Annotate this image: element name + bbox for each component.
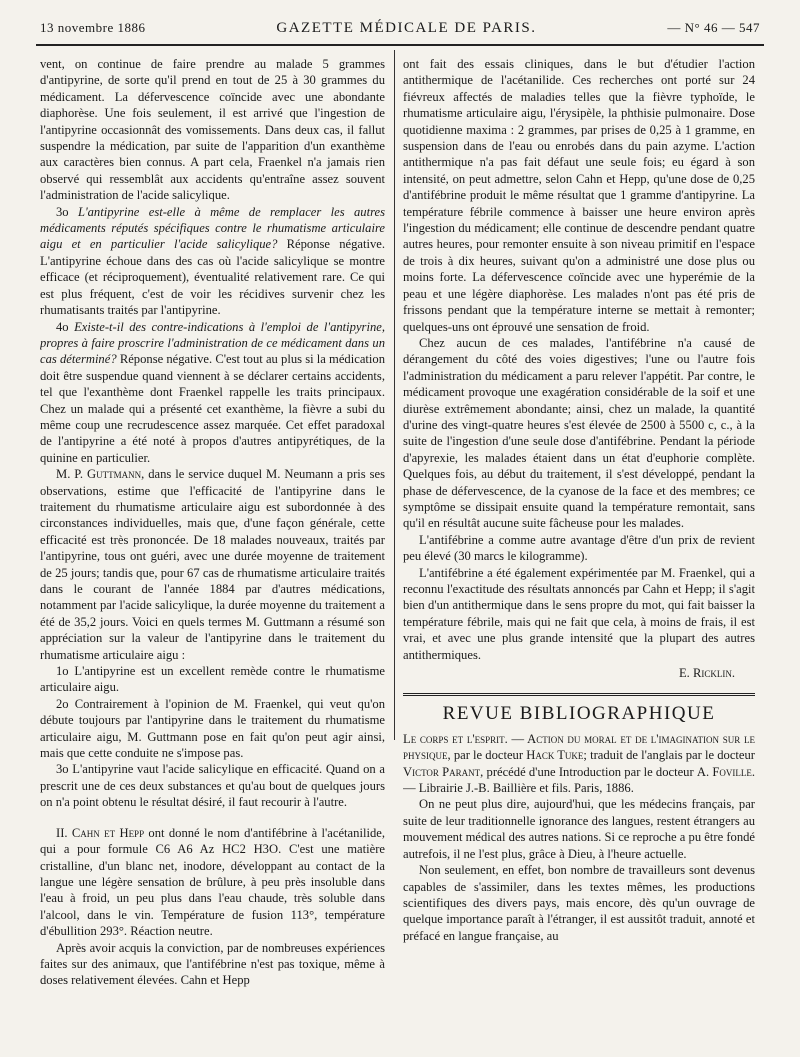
- paragraph: [40, 466, 385, 663]
- conclusion-item: 3o L'antipyrine vaut l'acide salicylique en efficacité. Quand on a prescrit une de ces deux substances et qu'au bout de quelques jours on n'a point obtenu le résultat désiré, il faut recourir à l'autre.: [40, 762, 385, 810]
- issue-date: 13 novembre 1886: [40, 20, 146, 35]
- book-title: Le corps et l'esprit. — Action du moral et de l'imagination sur le physique,: [403, 731, 755, 763]
- entry-text: précédé d'une Introduction par le docteur: [486, 764, 694, 779]
- entry-text: traduit de l'anglais par le docteur: [590, 748, 755, 763]
- header-rule: [36, 44, 764, 46]
- question-text: L'antipyrine est-elle à même de remplacer les autres médicaments réputés spécifiques contre le rhumatisme articulaire aigu et en particulier l'acide salicylique?: [40, 204, 385, 252]
- paragraph: On ne peut plus dire, aujourd'hui, que les médecins français, par suite de leur traditionnelle ignorance des langues, restent étrangers au mouvement médical des autres nations. Si ce reproche a pu être fondé autrefois, il ne l'est plus, grâce à Dieu, à l'heure actuelle.: [403, 797, 755, 861]
- entry-text: par le docteur: [453, 748, 524, 763]
- conclusion-item: 1o L'antipyrine est un excellent remède contre le rhumatisme articulaire aigu.: [40, 664, 385, 695]
- paragraph: vent, on continue de faire prendre au malade 5 grammes d'antipyrine, de sorte qu'il prend en tout de 25 à 30 grammes du médicament. La défervescence coïncide avec une abondante diaphorèse. Une fois seulement, il est arrivé que l'ingestion de l'antipyrine occasionnât des vomissements. Dans deux cas, il fallut suspendre la médication, par suite de l'apparition d'un exanthème aux caractères bien connus. A part cela, Fraenkel n'a jamais rien observé qui ressemblât aux accidents qu'entraîne assez souvent l'administration de l'acide salicylique.: [40, 57, 385, 203]
- section-heading: REVUE BIBLIOGRAPHIQUE: [442, 703, 716, 725]
- issue-page-number: — N° 46 — 547: [667, 20, 760, 35]
- paragraph-text: ont donné le nom d'antifébrine à l'acétanilide, qui a pour formule C6 A6 Az HC2 H3O. C'est une matière cristalline, d'un blanc net, inodore, développant au contact de la langue une légère sensation de brûlure, à peu près insoluble dans l'eau à froid, un peu plus dans l'eau chaude, très soluble dans l'alcool, dans le vin. Température de fusion 113°, température d'ébullition 293°. Réaction neutre.: [40, 825, 385, 939]
- answer-text: Réponse négative. C'est tout au plus si la médication doit être suspendue quand viennent à se déclarer certains accidents, tel que l'exanthème dont Fraenkel rappelle les traits principaux. Chez un malade qui a présenté cet exanthème, la fièvre a subi du même coup une recrudescence assez marquée. Cet effet paradoxal de l'antipyrine a été noté à propos d'autres antipyrétiques, de la quinine en particulier.: [40, 352, 385, 465]
- intro-author-name: A. Foville.: [696, 764, 755, 779]
- paragraph-text: dans le service duquel M. Neumann a pris ses observations, estime que l'efficacité de l'antipyrine dans le traitement du rhumatisme articulaire aigu est subordonnée à des circonstances individuelles, mais que, d'une façon générale, cette efficacité est très prononcée. De 18 malades nouveaux, traités par l'antipyrine, tous ont guéri, avec une durée moyenne de traitement de 25 jours; tandis que, pour 67 cas de rhumatisme articulaire traités dans le courant de l'année 1884 par d'autres médications, notamment par l'acide salicylique, la durée moyenne du traitement a été de 35,2 jours. Voici en quels termes M. Guttmann a résumé son appréciation sur la valeur de l'antipyrine dans le traitement du rhumatisme articulaire aigu :: [40, 467, 385, 662]
- section-number: II.: [56, 825, 68, 840]
- journal-title: GAZETTE MÉDICALE DE PARIS.: [276, 20, 537, 36]
- paragraph: Non seulement, en effet, bon nombre de travailleurs sont devenus capables de s'assimiler, dans les textes mêmes, les productions scientifiques des divers pays, mais encore, dès qu'un ouvrage de quelque importance paraît à l'étranger, il est aussitôt traduit, annoté et préfacé en langue française, au: [403, 863, 755, 943]
- bibliography-entry: [403, 731, 755, 797]
- question-number: 4o: [56, 319, 69, 334]
- question-paragraph: [40, 319, 385, 467]
- translator-name: Victor Parant,: [403, 764, 484, 779]
- section-paragraph: [40, 825, 385, 940]
- conclusion-item: 2o Contrairement à l'opinion de M. Fraenkel, qui veut qu'on débute toujours par l'antipyrine dans le traitement du rhumatisme articulaire aigu, M. Guttmann pose en fait qu'on peut agir ainsi, mais que cette conduite ne s'impose pas.: [40, 696, 385, 761]
- question-number: 3o: [56, 204, 69, 219]
- publisher-text: — Librairie J.-B. Baillière et fils. Paris, 1886.: [403, 781, 634, 796]
- column-divider: [394, 50, 395, 740]
- answer-text: Réponse négative. L'antipyrine échoue dans des cas où l'acide salicylique se montre efficace (et réciproquement), éventualité relativement rare. Ce qui est plus fréquent, c'est de voir les récidives survenir chez les rhumatisants traités par l'antipyrine.: [40, 237, 385, 318]
- section-divider: [403, 693, 755, 696]
- author-name: M. P. Guttmann,: [56, 467, 145, 482]
- right-column: [403, 56, 755, 1049]
- running-header: [40, 20, 760, 44]
- question-paragraph: [40, 204, 385, 319]
- question-text: Existe-t-il des contre-indications à l'emploi de l'antipyrine, propres à faire proscrire l'administration de ce médicament dans un cas déterminé?: [40, 319, 385, 367]
- paragraph: Chez aucun de ces malades, l'antifébrine n'a causé de dérangement du côté des voies digestives; l'une ou l'autre fois l'administration du médicament a paru relever l'appétit. Par contre, le médicament provoque une exagération considérable de la soif et une diurèse extrêmement abondante; ainsi, chez un malade, la quantité d'urine des vingt-quatre heures s'est élevée de 2500 à 5500 c, c., à la suite de l'ingestion d'une seule dose d'antifébrine. Pendant la période d'apyrexie, les malades étaient dans un état d'euphorie complète. Quelques fois, au début du traitement, il s'est développé, pendant la phase de défervescence, de la cyanose de la face et des membres; ce symptôme se dissipait ensuite quand la température remontait, sans qu'il en résultât aucune suite fâcheuse pour les malades.: [403, 335, 755, 531]
- paragraph: L'antifébrine a été également expérimentée par M. Fraenkel, qui a reconnu l'exactitude des résultats annoncés par Cahn et Hepp; il s'agit bien d'un antithermique dans le sens propre du mot, qui fait baisser la température fébrile, mais qui ne fait que cela, à moins de frais, il est vrai, et avec une plus grande intensité que la plupart des autres antithermiques.: [403, 565, 755, 662]
- article-signature: E. Ricklin.: [678, 666, 735, 681]
- paragraph: Après avoir acquis la conviction, par de nombreuses expériences faites sur des animaux, que l'antifébrine n'est pas toxique, même à doses relativement élevées. Cahn et Hepp: [40, 940, 385, 988]
- left-column: [40, 56, 385, 1049]
- author-name: Hack Tuke;: [526, 748, 587, 763]
- paragraph: ont fait des essais cliniques, dans le but d'étudier l'action antithermique de l'acétanilide. Ces recherches ont porté sur 24 fiévreux affectés de maladies telles que la fièvre typhoïde, le rhumatisme articulaire aigu, l'érysipèle, la phthisie pulmonaire. Dose quotidienne maxima : 2 grammes, par prises de 0,25 à 1 gramme, en suspension dans de l'eau ou enrobés dans du pain azyme. L'action antithermique n'a pas fait défaut une seule fois; eu égard à son intensité, on peut admettre, selon Cahn et Hepp, qu'une dose de 0,25 d'antifébrine produit le même résultat que 1 gramme d'antipyrine. La température fébrile commence à baisser une heure environ après l'ingestion du médicament; elle continue de descendre pendant quatre autres heures, pour remonter ensuite à son niveau primitif en l'espace de trois à dix heures, suivant qu'on a administré une dose plus ou moins forte. La défervescence coïncide avec une hyperémie de la peau et une légère diaphorèse. Les malades n'ont pas été pris de frissons pendant que la température interne se mettait à remonter; quelques-uns ont éprouvé une sensation de froid.: [403, 57, 755, 334]
- paragraph: L'antifébrine a comme autre avantage d'être d'un prix de revient peu élevé (30 marcs le kilogramme).: [403, 532, 755, 564]
- author-names: Cahn et Hepp: [71, 825, 145, 840]
